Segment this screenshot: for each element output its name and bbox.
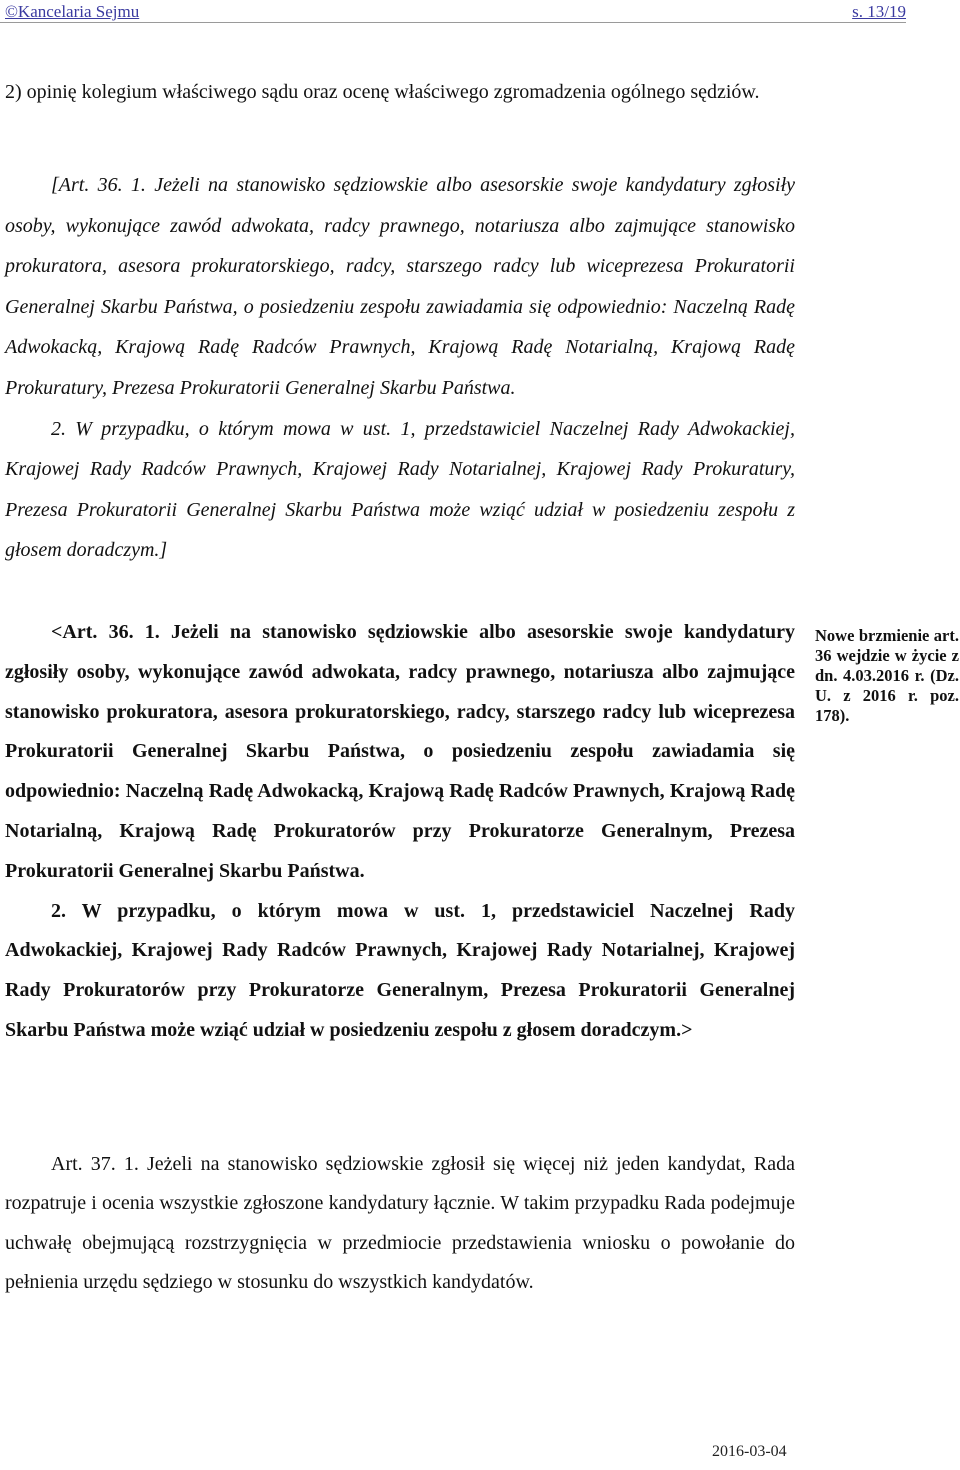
header-rule [0,22,906,23]
new-article-36 [5,613,795,1051]
margin-note: Nowe brzmienie art. 36 wejdzie w życie z dn. 4.03.2016 r. (Dz. U. z 2016 r. poz. 178). [815,626,959,725]
page-header [0,0,906,26]
old-art36-par2: 2. W przypadku, o którym mowa w ust. 1, przedstawiciel Naczelnej Rady Adwokackiej, Krajowej Rady Radców Prawnych, Krajowej Rady Notarialnej, Krajowej Rady Prokuratury, Prezesa Prokuratorii Generalnej Skarbu Państwa może wziąć udział w posiedzeniu zespołu z głosem doradczym.] [5,417,795,562]
old-article-36 [5,165,795,571]
new-art36-par1: <Art. 36. 1. Jeżeli na stanowisko sędziowskie albo asesorskie swoje kandydatury zgłosiły osoby, wykonujące zawód adwokata, radcy prawnego, notariusza albo zajmujące stanowisko prokuratora, asesora prokuratorskiego, radcy, starszego radcy lub wiceprezesa Prokuratorii Generalnej Skarbu Państwa, o posiedzeniu zespołu zawiadamia się odpowiednio: Naczelną Radę Adwokacką, Krajową Radę Radców Prawnych, Krajową Radę Notarialną, Krajową Radę Prokuratorów przy Prokuratorze Generalnym, Prezesa Prokuratorii Generalnej Skarbu Państwa. [5,621,795,882]
item-2-text: 2) opinię kolegium właściwego sądu oraz ocenę właściwego zgromadzenia ogólnego sędziów. [5,81,760,103]
page-number-link[interactable]: s. 13/19 [852,2,906,21]
new-art36-par2: 2. W przypadku, o którym mowa w ust. 1, przedstawiciel Naczelnej Rady Adwokackiej, Krajowej Rady Radców Prawnych, Krajowej Rady Notarialnej, Krajowej Rady Prokuratorów przy Prokuratorze Generalnym, Prezesa Prokuratorii Generalnej Skarbu Państwa może wziąć udział w posiedzeniu zespołu z głosem doradczym.> [5,899,795,1041]
art37-par1: Art. 37. 1. Jeżeli na stanowisko sędziowskie zgłosił się więcej niż jeden kandydat, Rada rozpatruje i ocenia wszystkie zgłoszone kandydatury łącznie. W takim przypadku Rada podejmuje uchwałę obejmującą rozstrzygnięcia w przedmiocie przedstawienia wniosku o powołanie do pełnienia urzędu sędziego w stosunku do wszystkich kandydatów. [5,1153,795,1294]
item-2-block [5,72,795,112]
article-37 [5,1145,795,1303]
old-art36-par1: [Art. 36. 1. Jeżeli na stanowisko sędziowskie albo asesorskie swoje kandydatury zgłosiły osoby, wykonujące zawód adwokata, radcy prawnego, notariusza albo zajmujące stanowisko prokuratora, asesora prokuratorskiego, radcy, starszego radcy lub wiceprezesa Prokuratorii Generalnej Skarbu Państwa, o posiedzeniu zespołu zawiadamia się odpowiednio: Naczelną Radę Adwokacką, Krajową Radę Radców Prawnych, Krajową Radę Notarialną, Krajową Radę Prokuratury, Prezesa Prokuratorii Generalnej Skarbu Państwa. [5,174,795,399]
footer-date: 2016-03-04 [712,1443,787,1460]
source-link[interactable]: ©Kancelaria Sejmu [5,2,140,21]
